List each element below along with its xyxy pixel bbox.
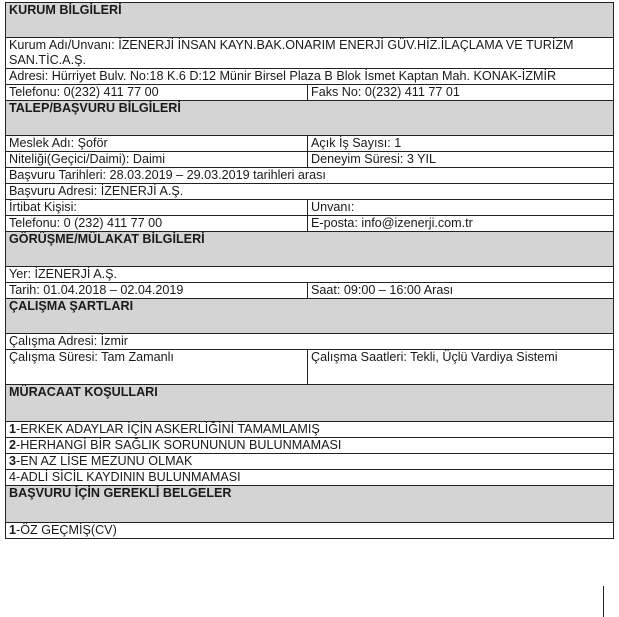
gorusme-saat: Saat: 09:00 – 16:00 Arası [308,283,614,299]
gorusme-yer: Yer: İZENERJİ A.Ş. [6,267,614,283]
meslek-adi: Meslek Adı: Şoför [6,136,308,152]
section-header-gorusme [6,232,614,267]
kurum-telefon: Telefonu: 0(232) 411 77 00 [6,85,308,101]
kosul-item [6,470,614,486]
section-header-calisma [6,299,614,334]
kosul-row [6,438,614,454]
kurum-faks: Faks No: 0(232) 411 77 01 [308,85,614,101]
belge-text: -ÖZ GEÇMİŞ(CV) [16,523,117,537]
calisma-adresi: Çalışma Adresi: İzmir [6,334,614,350]
section-title: BAŞVURU İÇİN GEREKLİ BELGELER [6,486,614,523]
section-title: MÜRACAAT KOŞULLARI [6,385,614,422]
kosul-text: -EN AZ LİSE MEZUNU OLMAK [16,454,193,468]
section-header-kurum [6,3,614,38]
kurum-adres-row [6,69,614,85]
belge-number: 1 [9,523,17,537]
kosul-text: -HERHANGİ BİR SAĞLIK SORUNUNUN BULUNMAMASI [16,438,342,452]
kosul-row [6,454,614,470]
eposta: E-posta: info@izenerji.com.tr [308,216,614,232]
irtibat-kisisi: İrtibat Kişisi: [6,200,308,216]
calisma-saatleri: Çalışma Saatleri: Tekli, Üçlü Vardiya Sistemi [308,350,614,385]
gorusme-row [6,283,614,299]
deneyim-suresi: Deneyim Süresi: 3 YIL [308,152,614,168]
kosul-number: 1 [9,422,17,436]
kosul-number: 2 [9,438,17,452]
gorusme-tarih: Tarih: 01.04.2018 – 02.04.2019 [6,283,308,299]
kosul-number: 3 [9,454,17,468]
section-header-talep [6,101,614,136]
calisma-row [6,350,614,385]
kosul-item [6,438,614,454]
kosul-text: 4-ADLİ SİCİL KAYDININ BULUNMAMASI [9,470,241,484]
kurum-adi-row [6,38,614,69]
kosul-text: -ERKEK ADAYLAR İÇİN ASKERLİĞİNİ TAMAMLAMIŞ [16,422,320,436]
section-title: ÇALIŞMA ŞARTLARI [6,299,614,334]
section-header-muracaat [6,385,614,422]
belge-row [6,523,614,539]
form-table [5,2,614,539]
basvuru-adresi: Başvuru Adresi: İZENERJİ A.Ş. [6,184,614,200]
unvani: Unvanı: [308,200,614,216]
section-title: GÖRÜŞME/MÜLAKAT BİLGİLERİ [6,232,614,267]
talep-telefon: Telefonu: 0 (232) 411 77 00 [6,216,308,232]
section-header-belgeler [6,486,614,523]
kurum-iletisim-row [6,85,614,101]
section-title: TALEP/BAŞVURU BİLGİLERİ [6,101,614,136]
talep-row [6,184,614,200]
niteligi: Niteliği(Geçici/Daimi): Daimi [6,152,308,168]
kosul-row [6,422,614,438]
talep-row [6,152,614,168]
calisma-row [6,334,614,350]
table-border-continuation [603,586,604,617]
kosul-item [6,422,614,438]
section-title: KURUM BİLGİLERİ [6,3,614,38]
acik-is-sayisi: Açık İş Sayısı: 1 [308,136,614,152]
talep-row [6,200,614,216]
kosul-item [6,454,614,470]
belge-item [6,523,614,539]
talep-row [6,216,614,232]
calisma-suresi: Çalışma Süresi: Tam Zamanlı [6,350,308,385]
basvuru-tarihleri: Başvuru Tarihleri: 28.03.2019 – 29.03.2019 tarihleri arası [6,168,614,184]
kurum-adi: Kurum Adı/Unvanı: İZENERJİ İNSAN KAYN.BAK.ONARIM ENERJİ GÜV.HİZ.İLAÇLAMA VE TURİZM SAN.TİC.A.Ş. [6,38,614,69]
talep-row [6,168,614,184]
application-form [5,2,613,539]
kurum-adres: Adresi: Hürriyet Bulv. No:18 K.6 D:12 Münir Birsel Plaza B Blok İsmet Kaptan Mah. KONAK-İZMİR [6,69,614,85]
kosul-row [6,470,614,486]
gorusme-row [6,267,614,283]
talep-row [6,136,614,152]
